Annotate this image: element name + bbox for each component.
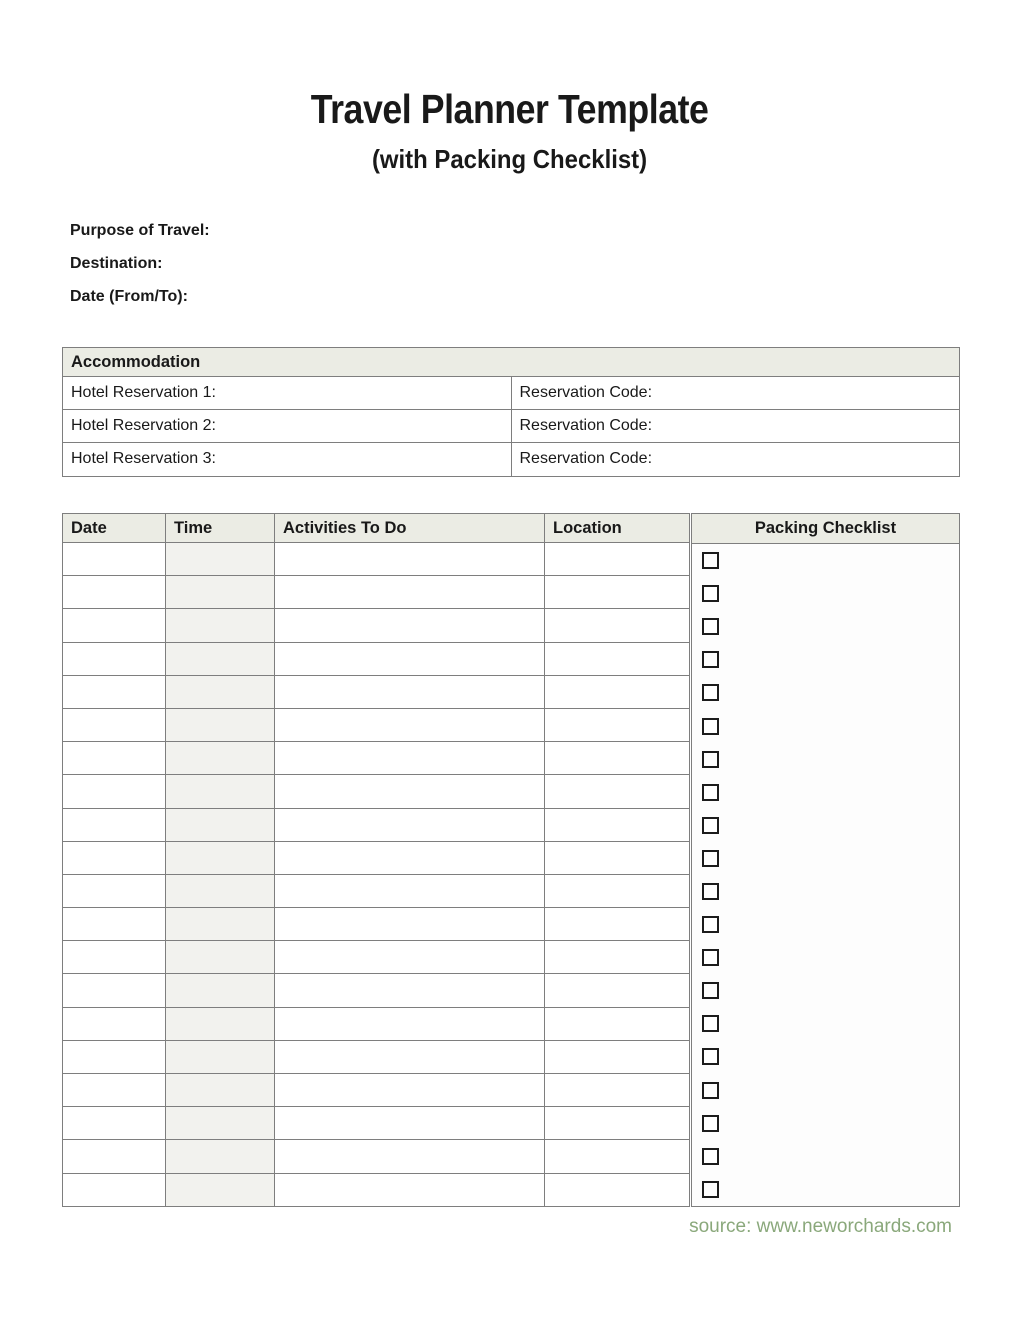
column-header-time: Time bbox=[166, 514, 275, 543]
itinerary-cell-date[interactable] bbox=[63, 1007, 166, 1040]
packing-checklist-item bbox=[692, 908, 959, 941]
source-attribution: source: www.neworchards.com bbox=[689, 1216, 952, 1237]
itinerary-cell-time[interactable] bbox=[166, 543, 275, 576]
itinerary-row bbox=[63, 908, 690, 941]
checkbox-icon[interactable] bbox=[702, 850, 719, 867]
itinerary-row bbox=[63, 675, 690, 708]
itinerary-cell-time[interactable] bbox=[166, 675, 275, 708]
accommodation-table bbox=[62, 347, 960, 477]
itinerary-cell-location[interactable] bbox=[545, 974, 690, 1007]
packing-checklist-item bbox=[692, 1007, 959, 1040]
itinerary-cell-time[interactable] bbox=[166, 908, 275, 941]
itinerary-row bbox=[63, 1074, 690, 1107]
itinerary-cell-activities[interactable] bbox=[275, 642, 545, 675]
itinerary-cell-location[interactable] bbox=[545, 742, 690, 775]
itinerary-cell-time[interactable] bbox=[166, 609, 275, 642]
packing-checklist-panel bbox=[691, 513, 960, 1207]
accommodation-header-row bbox=[63, 348, 960, 377]
checkbox-icon[interactable] bbox=[702, 618, 719, 635]
itinerary-row bbox=[63, 1107, 690, 1140]
hotel-reservation-2-label[interactable]: Hotel Reservation 2: bbox=[63, 410, 512, 443]
itinerary-cell-location[interactable] bbox=[545, 576, 690, 609]
itinerary-cell-date[interactable] bbox=[63, 609, 166, 642]
packing-checklist-item bbox=[692, 610, 959, 643]
itinerary-row bbox=[63, 1007, 690, 1040]
itinerary-row bbox=[63, 609, 690, 642]
packing-checklist-item bbox=[692, 875, 959, 908]
column-header-activities: Activities To Do bbox=[275, 514, 545, 543]
packing-checklist-header: Packing Checklist bbox=[692, 514, 959, 544]
checkbox-icon[interactable] bbox=[702, 982, 719, 999]
checkbox-icon[interactable] bbox=[702, 751, 719, 768]
itinerary-row bbox=[63, 775, 690, 808]
packing-checklist-item bbox=[692, 1107, 959, 1140]
itinerary-cell-date[interactable] bbox=[63, 1173, 166, 1206]
packing-checklist-item bbox=[692, 842, 959, 875]
itinerary-cell-time[interactable] bbox=[166, 941, 275, 974]
packing-checklist-item bbox=[692, 743, 959, 776]
itinerary-cell-activities[interactable] bbox=[275, 874, 545, 907]
itinerary-cell-date[interactable] bbox=[63, 543, 166, 576]
itinerary-cell-activities[interactable] bbox=[275, 1040, 545, 1073]
itinerary-cell-time[interactable] bbox=[166, 642, 275, 675]
column-header-date: Date bbox=[63, 514, 166, 543]
itinerary-cell-time[interactable] bbox=[166, 1107, 275, 1140]
itinerary-cell-date[interactable] bbox=[63, 808, 166, 841]
hotel-reservation-1-label[interactable]: Hotel Reservation 1: bbox=[63, 377, 512, 410]
itinerary-cell-activities[interactable] bbox=[275, 775, 545, 808]
packing-checklist-item bbox=[692, 1040, 959, 1073]
itinerary-cell-location[interactable] bbox=[545, 941, 690, 974]
itinerary-cell-activities[interactable] bbox=[275, 908, 545, 941]
itinerary-cell-time[interactable] bbox=[166, 742, 275, 775]
itinerary-cell-date[interactable] bbox=[63, 675, 166, 708]
itinerary-cell-date[interactable] bbox=[63, 874, 166, 907]
itinerary-row bbox=[63, 974, 690, 1007]
itinerary-cell-time[interactable] bbox=[166, 708, 275, 741]
reservation-code-1-label[interactable]: Reservation Code: bbox=[511, 377, 960, 410]
page-title-text: Travel Planner Template bbox=[311, 86, 709, 132]
itinerary-cell-activities[interactable] bbox=[275, 1074, 545, 1107]
checkbox-icon[interactable] bbox=[702, 784, 719, 801]
itinerary-cell-activities[interactable] bbox=[275, 576, 545, 609]
itinerary-cell-date[interactable] bbox=[63, 576, 166, 609]
itinerary-row bbox=[63, 543, 690, 576]
itinerary-cell-time[interactable] bbox=[166, 775, 275, 808]
itinerary-cell-location[interactable] bbox=[545, 675, 690, 708]
date-from-to-label: Date (From/To): bbox=[70, 288, 188, 305]
itinerary-cell-location[interactable] bbox=[545, 543, 690, 576]
purpose-of-travel-label: Purpose of Travel: bbox=[70, 222, 210, 239]
itinerary-cell-activities[interactable] bbox=[275, 543, 545, 576]
checkbox-icon[interactable] bbox=[702, 916, 719, 933]
checkbox-icon[interactable] bbox=[702, 883, 719, 900]
itinerary-cell-activities[interactable] bbox=[275, 1173, 545, 1206]
itinerary-cell-time[interactable] bbox=[166, 841, 275, 874]
itinerary-cell-time[interactable] bbox=[166, 1074, 275, 1107]
itinerary-row bbox=[63, 1040, 690, 1073]
trip-info-section bbox=[70, 214, 210, 313]
itinerary-cell-date[interactable] bbox=[63, 1074, 166, 1107]
checkbox-icon[interactable] bbox=[702, 817, 719, 834]
itinerary-cell-date[interactable] bbox=[63, 941, 166, 974]
itinerary-cell-date[interactable] bbox=[63, 1107, 166, 1140]
itinerary-cell-activities[interactable] bbox=[275, 675, 545, 708]
itinerary-cell-time[interactable] bbox=[166, 808, 275, 841]
checkbox-icon[interactable] bbox=[702, 1115, 719, 1132]
checkbox-icon[interactable] bbox=[702, 1082, 719, 1099]
itinerary-body bbox=[63, 543, 690, 1207]
itinerary-row bbox=[63, 708, 690, 741]
itinerary-table bbox=[62, 513, 690, 1207]
reservation-code-2-label[interactable]: Reservation Code: bbox=[511, 410, 960, 443]
checkbox-icon[interactable] bbox=[702, 552, 719, 569]
itinerary-cell-activities[interactable] bbox=[275, 708, 545, 741]
itinerary-cell-location[interactable] bbox=[545, 1107, 690, 1140]
checkbox-icon[interactable] bbox=[702, 651, 719, 668]
itinerary-cell-time[interactable] bbox=[166, 1007, 275, 1040]
accommodation-header: Accommodation bbox=[63, 348, 960, 377]
itinerary-row bbox=[63, 1173, 690, 1206]
packing-checklist-item bbox=[692, 643, 959, 676]
itinerary-cell-location[interactable] bbox=[545, 1140, 690, 1173]
packing-checklist-item bbox=[692, 776, 959, 809]
itinerary-cell-date[interactable] bbox=[63, 642, 166, 675]
accommodation-row bbox=[63, 410, 960, 443]
itinerary-cell-time[interactable] bbox=[166, 1140, 275, 1173]
itinerary-cell-activities[interactable] bbox=[275, 941, 545, 974]
itinerary-cell-date[interactable] bbox=[63, 908, 166, 941]
checkbox-icon[interactable] bbox=[702, 1148, 719, 1165]
checkbox-icon[interactable] bbox=[702, 1181, 719, 1198]
itinerary-cell-location[interactable] bbox=[545, 874, 690, 907]
itinerary-row bbox=[63, 1140, 690, 1173]
itinerary-cell-activities[interactable] bbox=[275, 1007, 545, 1040]
checkbox-icon[interactable] bbox=[702, 1015, 719, 1032]
itinerary-cell-location[interactable] bbox=[545, 908, 690, 941]
itinerary-cell-date[interactable] bbox=[63, 1140, 166, 1173]
page-subtitle-text: (with Packing Checklist) bbox=[372, 144, 648, 174]
itinerary-row bbox=[63, 941, 690, 974]
checkbox-icon[interactable] bbox=[702, 585, 719, 602]
itinerary-cell-time[interactable] bbox=[166, 974, 275, 1007]
packing-checklist-item bbox=[692, 1173, 959, 1206]
itinerary-cell-activities[interactable] bbox=[275, 841, 545, 874]
itinerary-cell-location[interactable] bbox=[545, 1040, 690, 1073]
packing-checklist-item bbox=[692, 974, 959, 1007]
itinerary-row bbox=[63, 576, 690, 609]
checkbox-icon[interactable] bbox=[702, 718, 719, 735]
packing-checklist-items bbox=[692, 544, 959, 1206]
itinerary-row bbox=[63, 841, 690, 874]
checkbox-icon[interactable] bbox=[702, 684, 719, 701]
itinerary-cell-time[interactable] bbox=[166, 1173, 275, 1206]
itinerary-row bbox=[63, 808, 690, 841]
itinerary-row bbox=[63, 874, 690, 907]
packing-checklist-item bbox=[692, 709, 959, 742]
reservation-code-3-label[interactable]: Reservation Code: bbox=[511, 443, 960, 476]
itinerary-cell-time[interactable] bbox=[166, 576, 275, 609]
packing-checklist-item bbox=[692, 1074, 959, 1107]
itinerary-cell-activities[interactable] bbox=[275, 742, 545, 775]
itinerary-cell-location[interactable] bbox=[545, 642, 690, 675]
packing-checklist-item bbox=[692, 676, 959, 709]
itinerary-cell-activities[interactable] bbox=[275, 1107, 545, 1140]
itinerary-cell-date[interactable] bbox=[63, 775, 166, 808]
itinerary-row bbox=[63, 642, 690, 675]
page-subtitle bbox=[0, 144, 1020, 175]
packing-checklist-item bbox=[692, 1140, 959, 1173]
itinerary-cell-activities[interactable] bbox=[275, 609, 545, 642]
packing-checklist-item bbox=[692, 941, 959, 974]
itinerary-cell-date[interactable] bbox=[63, 974, 166, 1007]
itinerary-cell-activities[interactable] bbox=[275, 808, 545, 841]
itinerary-cell-location[interactable] bbox=[545, 708, 690, 741]
checkbox-icon[interactable] bbox=[702, 1048, 719, 1065]
accommodation-row bbox=[63, 377, 960, 410]
itinerary-cell-activities[interactable] bbox=[275, 974, 545, 1007]
packing-checklist-item bbox=[692, 544, 959, 577]
packing-checklist-item bbox=[692, 577, 959, 610]
itinerary-cell-date[interactable] bbox=[63, 742, 166, 775]
itinerary-cell-location[interactable] bbox=[545, 1007, 690, 1040]
checkbox-icon[interactable] bbox=[702, 949, 719, 966]
destination-label: Destination: bbox=[70, 255, 163, 272]
itinerary-cell-date[interactable] bbox=[63, 708, 166, 741]
itinerary-header-row bbox=[63, 514, 690, 543]
itinerary-cell-location[interactable] bbox=[545, 808, 690, 841]
itinerary-cell-time[interactable] bbox=[166, 874, 275, 907]
hotel-reservation-3-label[interactable]: Hotel Reservation 3: bbox=[63, 443, 512, 476]
column-header-location: Location bbox=[545, 514, 690, 543]
itinerary-cell-date[interactable] bbox=[63, 841, 166, 874]
itinerary-cell-activities[interactable] bbox=[275, 1140, 545, 1173]
page-title bbox=[0, 86, 1020, 133]
itinerary-cell-time[interactable] bbox=[166, 1040, 275, 1073]
accommodation-row bbox=[63, 443, 960, 476]
itinerary-cell-location[interactable] bbox=[545, 1173, 690, 1206]
itinerary-cell-location[interactable] bbox=[545, 609, 690, 642]
itinerary-cell-location[interactable] bbox=[545, 775, 690, 808]
itinerary-row bbox=[63, 742, 690, 775]
itinerary-cell-location[interactable] bbox=[545, 1074, 690, 1107]
itinerary-cell-date[interactable] bbox=[63, 1040, 166, 1073]
itinerary-cell-location[interactable] bbox=[545, 841, 690, 874]
packing-checklist-item bbox=[692, 809, 959, 842]
